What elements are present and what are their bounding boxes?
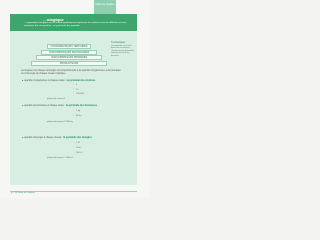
arrow-icon: ↑ — [73, 114, 75, 117]
arrow-icon: ↑ — [73, 151, 75, 154]
section-energy-bold: la pyramide des énergies — [63, 136, 92, 139]
energy-line-2: 10 kJ — [76, 147, 82, 149]
intro-paragraph: La longueur de chaque rectangle est proportionnelle à la quantité d'organismes, à la biomasse ou à l'énergie de chaque niveau trophique. — [21, 69, 121, 75]
section-header — [10, 14, 137, 31]
numbers-line-4: plante de cerisier 1 — [47, 97, 66, 100]
pyramid-level-tertiary: CONSOMMATEURS TERTIAIRES — [47, 44, 91, 49]
section-title: …ologique — [43, 16, 64, 22]
section-biomass-title — [22, 104, 97, 107]
biomass-line-2: 80 kg — [76, 115, 82, 117]
section-biomass-prefix: ● quantité de biomasse à chaque étape : — [22, 104, 66, 107]
section-energy-title — [22, 136, 92, 139]
biomass-line-1: 1 kg — [76, 110, 81, 112]
chapter-tab — [94, 0, 116, 14]
arrow-icon: ↑ — [73, 87, 75, 91]
energy-line-3: 100 kJ — [76, 152, 83, 154]
section-numbers-prefix: ● quantité d'organismes à chaque étape : — [22, 79, 67, 82]
numbers-line-2: 10 — [76, 88, 79, 91]
section-numbers-title — [22, 79, 95, 82]
side-note-heading: À remarquer — [111, 41, 126, 44]
section-subtitle: …a pyramide écologique est un modèle graphique qui représente les relations entre les différents niveaux trophiques d'un écosystème ; on y présente des quantités. — [24, 22, 127, 27]
arrow-icon: ↑ — [73, 141, 75, 144]
energy-line-1: 1 kJ — [76, 142, 81, 144]
chapter-tab-label: Notes de chapitre — [95, 3, 115, 6]
numbers-line-1: 1 — [76, 84, 78, 86]
arrow-icon: ↑ — [73, 92, 75, 95]
arrow-icon: ↑ — [73, 146, 75, 149]
side-note — [111, 41, 135, 58]
arrow-icon: ↑ — [73, 83, 75, 86]
pyramid-level-secondary: CONSOMMATEURS SECONDAIRES — [41, 50, 97, 55]
pyramid-level-producers: PRODUCTEURS — [31, 61, 107, 66]
pyramid-level-primary: CONSOMMATEURS PRIMAIRES — [36, 55, 102, 60]
side-note-body: La pyramide se lit de la base vers le sommet ; chaque niveau dépend de celui qui est situé en dessous. — [111, 44, 135, 57]
section-energy-prefix: ● quantité d'énergie à chaque niveau : — [22, 136, 64, 139]
biomass-line-3: plante de luzerne 9 000 kg — [47, 121, 73, 123]
energy-line-4: plante de luzerne 1 000 kJ — [47, 157, 73, 159]
section-biomass-bold: la pyramide des biomasses — [65, 104, 98, 107]
arrow-icon: ↑ — [73, 109, 75, 112]
section-numbers-bold: la pyramide des nombres — [66, 79, 96, 82]
page-footer: p. 174 Notes de chapitre — [11, 192, 35, 194]
numbers-line-3: 100 000 — [76, 93, 84, 95]
textbook-page — [0, 0, 149, 198]
